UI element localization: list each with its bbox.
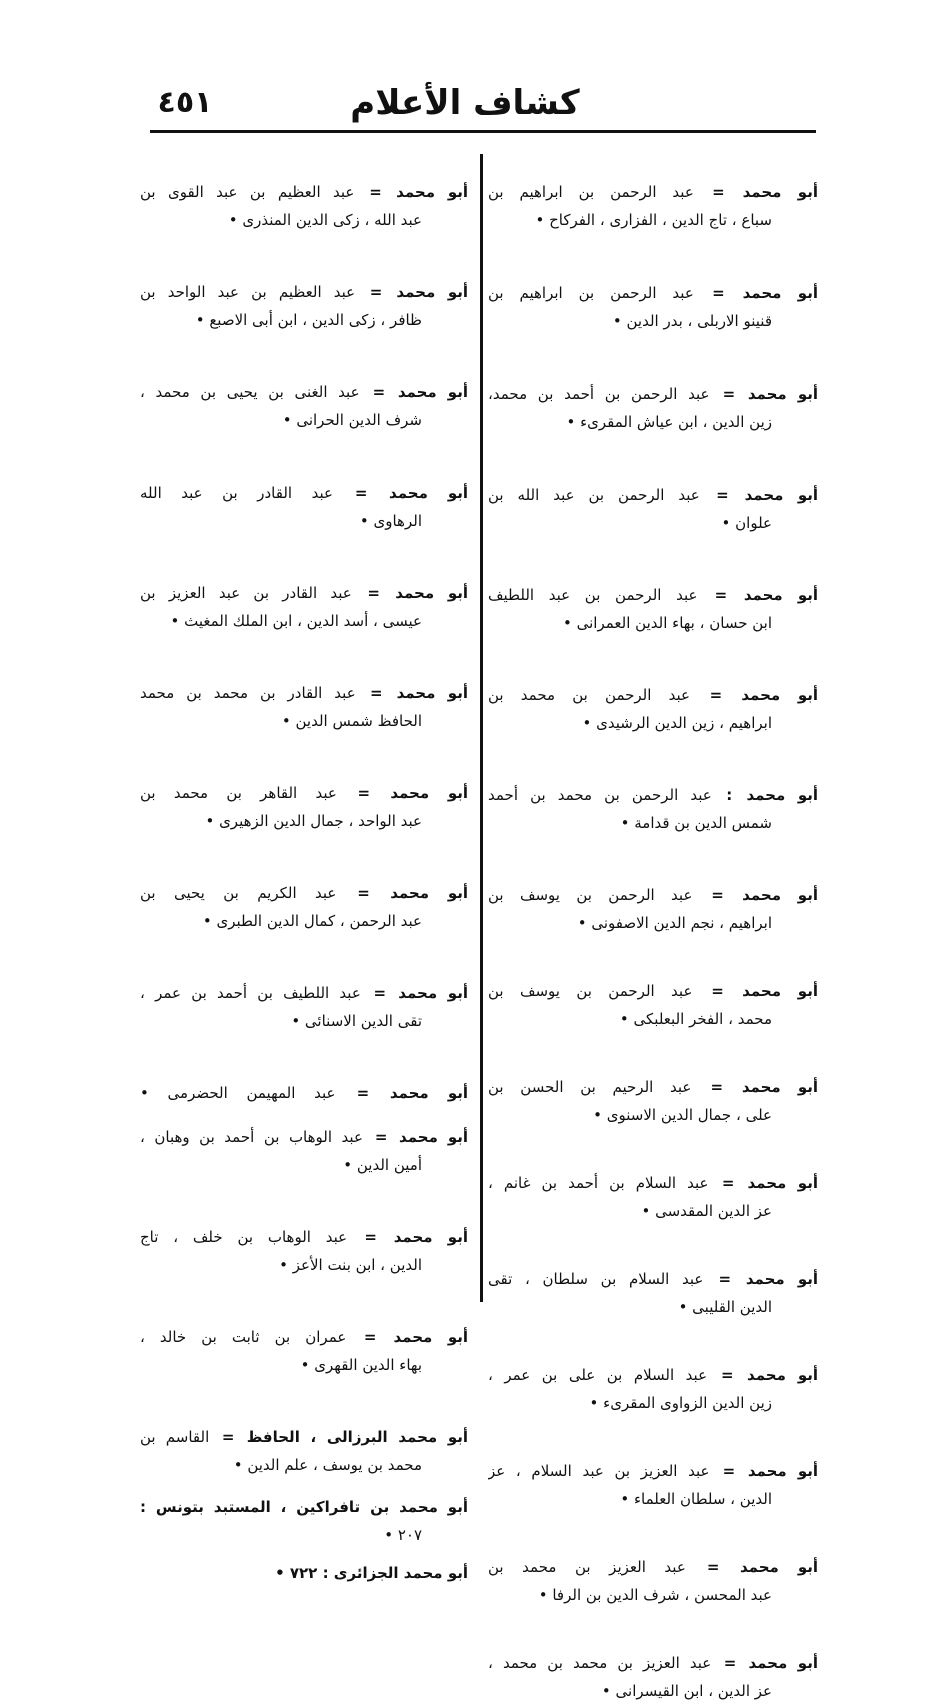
index-entry xyxy=(140,679,468,735)
entry-kunya: أبو محمد xyxy=(746,786,818,804)
entry-name: عبد الرحمن بن ابراهيم بن xyxy=(488,183,694,201)
entry-continuation: سباع ، تاج الدين ، الفزارى ، الفركاح • xyxy=(535,211,772,229)
entry-continuation: الرهاوى • xyxy=(359,512,422,530)
entry-separator: = xyxy=(348,1328,377,1346)
entry-name: القاسم بن xyxy=(140,1428,210,1446)
entry-name: عبد الوهاب بن خلف ، تاج xyxy=(140,1228,348,1246)
entry-separator: = xyxy=(357,684,383,702)
entry-heading-line xyxy=(488,781,818,809)
entry-heading-line xyxy=(140,1079,468,1107)
entry-name: عبد العظيم بن عبد القوى بن xyxy=(140,183,355,201)
entry-heading-line xyxy=(140,278,468,306)
entry-kunya: أبو محمد xyxy=(390,884,468,902)
index-entry xyxy=(488,581,818,637)
entry-continuation: محمد بن يوسف ، علم الدين • xyxy=(233,1456,422,1474)
index-entry xyxy=(140,378,468,434)
entry-heading-line xyxy=(488,380,818,408)
entry-kunya: أبو محمد xyxy=(393,1228,468,1246)
entry-kunya: أبو محمد xyxy=(742,183,818,201)
entry-heading-line xyxy=(140,779,468,807)
entry-kunya: أبو محمد الجزائرى : ٧٢٢ • xyxy=(275,1564,468,1582)
entry-separator: = xyxy=(713,1654,737,1672)
index-entry xyxy=(488,380,818,436)
entry-heading-line xyxy=(140,1493,468,1521)
entry-name: عبد العزيز بن عبد السلام ، عز xyxy=(488,1462,710,1480)
entry-kunya: أبو محمد xyxy=(741,686,818,704)
index-entry xyxy=(140,1493,468,1549)
entry-separator: = xyxy=(687,1558,720,1576)
entry-kunya: أبو محمد xyxy=(396,183,468,201)
entry-heading-line xyxy=(488,1169,818,1197)
entry-name: عمران بن ثابت بن خالد ، xyxy=(140,1328,347,1346)
entry-kunya: أبو محمد البرزالى ، الحافظ xyxy=(246,1428,468,1446)
entry-kunya: أبو محمد xyxy=(399,1128,468,1146)
entry-kunya: أبو محمد xyxy=(389,484,468,502)
entry-heading-line xyxy=(140,1123,468,1151)
index-entry xyxy=(140,779,468,835)
entry-heading-line xyxy=(488,681,818,709)
entry-kunya: أبو محمد xyxy=(748,1654,818,1672)
index-entry xyxy=(488,681,818,737)
index-entry xyxy=(488,279,818,335)
entry-kunya: أبو محمد xyxy=(742,886,818,904)
entry-kunya: أبو محمد xyxy=(743,586,818,604)
index-entry xyxy=(140,1123,468,1179)
entry-name: عبد القاهر بن محمد بن xyxy=(140,784,337,802)
entry-name: عبد الكريم بن يحيى بن xyxy=(140,884,337,902)
entry-continuation: قنينو الاربلى ، بدر الدين • xyxy=(612,312,772,330)
entry-kunya: أبو محمد xyxy=(747,385,818,403)
entry-separator: = xyxy=(709,1366,734,1384)
column-divider xyxy=(480,154,483,1302)
entry-separator: = xyxy=(694,982,724,1000)
index-entry xyxy=(140,479,468,535)
entry-name: عبد القادر بن عبد الله xyxy=(140,484,333,502)
entry-name: عبد الوهاب بن أحمد بن وهبان ، xyxy=(140,1128,363,1146)
entry-separator: = xyxy=(705,1270,732,1288)
header-divider xyxy=(150,130,816,133)
index-entry xyxy=(140,979,468,1035)
entry-kunya: أبو محمد xyxy=(741,1078,818,1096)
entry-name: عبد السلام بن سلطان ، تقى xyxy=(488,1270,704,1288)
entry-name: عبد القادر بن محمد بن محمد xyxy=(140,684,356,702)
index-entry xyxy=(488,881,818,937)
page-number: ٤٥١ xyxy=(157,85,213,120)
entry-name: عبد الرحمن بن ابراهيم بن xyxy=(488,284,694,302)
index-entry xyxy=(140,879,468,935)
entry-continuation: الحافظ شمس الدين • xyxy=(281,712,422,730)
entry-name: عبد الرحمن بن عبد اللطيف xyxy=(488,586,698,604)
index-entry xyxy=(140,278,468,334)
entry-kunya: أبو محمد xyxy=(390,784,468,802)
entry-name: عبد الرحمن بن يوسف بن xyxy=(488,982,693,1000)
index-entry xyxy=(140,178,468,234)
index-entry xyxy=(488,1649,818,1705)
entry-heading-line xyxy=(488,178,818,206)
entry-name: عبد الرحيم بن الحسن بن xyxy=(488,1078,692,1096)
entry-name: عبد الرحمن بن محمد بن xyxy=(488,686,690,704)
entry-separator: = xyxy=(356,183,382,201)
entry-heading-line xyxy=(140,378,468,406)
entry-heading-line xyxy=(488,1073,818,1101)
entry-continuation: عيسى ، أسد الدين ، ابن الملك المغيث • xyxy=(170,612,422,630)
entry-separator: = xyxy=(699,586,728,604)
index-entry xyxy=(488,781,818,837)
entry-heading-line xyxy=(488,581,818,609)
entry-continuation: زين الدين ، ابن عياش المقرىء • xyxy=(566,413,772,431)
index-entry xyxy=(488,977,818,1033)
entry-continuation: ابن حسان ، بهاء الدين العمرانى • xyxy=(563,614,772,632)
entry-separator: = xyxy=(691,686,723,704)
entry-heading-line xyxy=(140,879,468,907)
entry-kunya: أبو محمد xyxy=(393,1328,468,1346)
entry-kunya: أبو محمد xyxy=(396,684,468,702)
entry-separator: = xyxy=(353,584,381,602)
entry-kunya: أبو محمد xyxy=(747,1174,818,1192)
entry-continuation: ابراهيم ، نجم الدين الاصفونى • xyxy=(577,914,772,932)
index-entry xyxy=(488,481,818,537)
entry-kunya: أبو محمد xyxy=(745,1270,818,1288)
entry-continuation: محمد ، الفخر البعلبكى • xyxy=(619,1010,772,1028)
entry-heading-line xyxy=(488,1265,818,1293)
entry-name: عبد العظيم بن عبد الواحد بن xyxy=(140,283,356,301)
entry-continuation: عبد المحسن ، شرف الدين بن الرفا • xyxy=(538,1586,772,1604)
index-entry xyxy=(140,1559,468,1587)
index-entry xyxy=(488,1265,818,1321)
index-entry xyxy=(140,1079,468,1107)
entry-heading-line xyxy=(488,881,818,909)
index-entry xyxy=(488,1553,818,1609)
entry-continuation: تقى الدين الاسنائى • xyxy=(291,1012,422,1030)
entry-heading-line xyxy=(488,977,818,1005)
entry-name: عبد اللطيف بن أحمد بن عمر ، xyxy=(140,984,361,1002)
entry-separator: = xyxy=(211,1428,235,1446)
entry-separator: = xyxy=(349,1228,377,1246)
entry-kunya: أبو محمد بن تافراكين ، المستبد بتونس : xyxy=(140,1498,468,1516)
entry-heading-line xyxy=(140,1423,468,1451)
entry-separator: = xyxy=(695,284,725,302)
entry-heading-line xyxy=(488,1361,818,1389)
entry-kunya: أبو محمد xyxy=(739,1558,818,1576)
entry-kunya: أبو محمد xyxy=(747,1366,818,1384)
index-column-left xyxy=(140,178,468,1587)
entry-kunya: أبو محمد xyxy=(742,982,818,1000)
entry-separator: = xyxy=(357,283,383,301)
entry-kunya: أبو محمد xyxy=(389,1084,468,1102)
entry-separator: = xyxy=(334,484,368,502)
index-entry xyxy=(140,1423,468,1479)
entry-separator: : xyxy=(713,786,733,804)
entry-separator: = xyxy=(337,1084,370,1102)
entry-separator: = xyxy=(361,383,386,401)
entry-continuation: عز الدين ، ابن القيسرانى • xyxy=(601,1682,772,1700)
entry-heading-line xyxy=(140,479,468,507)
entry-heading-line xyxy=(488,1457,818,1485)
entry-continuation: ظافر ، زكى الدين ، ابن أبى الاصبع • xyxy=(195,311,422,329)
entry-continuation: علوان • xyxy=(721,514,772,532)
entry-continuation: عبد الله ، زكى الدين المنذرى • xyxy=(228,211,422,229)
entry-continuation: الدين ، سلطان العلماء • xyxy=(620,1490,772,1508)
entry-name: عبد الرحمن بن عبد الله بن xyxy=(488,486,700,504)
entry-heading-line xyxy=(488,279,818,307)
entry-name: عبد العزيز بن محمد بن محمد ، xyxy=(488,1654,712,1672)
entry-continuation: على ، جمال الدين الاسنوى • xyxy=(593,1106,772,1124)
entry-continuation: بهاء الدين القهرى • xyxy=(300,1356,422,1374)
index-entry xyxy=(140,1223,468,1279)
entry-heading-line xyxy=(140,1323,468,1351)
index-entry xyxy=(488,178,818,234)
entry-heading-line xyxy=(140,178,468,206)
entry-continuation: عبد الرحمن ، كمال الدين الطبرى • xyxy=(202,912,422,930)
entry-separator: = xyxy=(338,784,371,802)
entry-heading-line xyxy=(140,579,468,607)
entry-continuation: الدين ، ابن بنت الأعز • xyxy=(279,1256,422,1274)
entry-separator: = xyxy=(364,1128,388,1146)
index-entry xyxy=(488,1457,818,1513)
entry-continuation: أمين الدين • xyxy=(343,1156,422,1174)
index-column-right xyxy=(488,178,818,1705)
entry-kunya: أبو محمد xyxy=(744,486,818,504)
entry-continuation: زين الدين الزواوى المقرىء • xyxy=(589,1394,772,1412)
entry-kunya: أبو محمد xyxy=(396,283,468,301)
index-entry xyxy=(140,579,468,635)
entry-continuation: ٢٠٧ • xyxy=(384,1526,422,1544)
entry-heading-line xyxy=(488,481,818,509)
entry-separator: = xyxy=(710,1174,735,1192)
entry-name: عبد القادر بن عبد العزيز بن xyxy=(140,584,352,602)
entry-separator: = xyxy=(711,1462,736,1480)
entry-heading-line xyxy=(140,979,468,1007)
entry-name: عبد الرحمن بن محمد بن أحمد xyxy=(488,786,712,804)
entry-kunya: أبو محمد xyxy=(397,383,468,401)
entry-name: عبد الرحمن بن أحمد بن محمد، xyxy=(488,385,710,403)
entry-continuation: الدين القليبى • xyxy=(678,1298,772,1316)
entry-heading-line xyxy=(488,1649,818,1677)
entry-kunya: أبو محمد xyxy=(398,984,468,1002)
entry-continuation: شرف الدين الحرانى • xyxy=(282,411,422,429)
entry-separator: = xyxy=(694,886,724,904)
entry-name: عبد العزيز بن محمد بن xyxy=(488,1558,686,1576)
entry-heading-line xyxy=(140,679,468,707)
entry-heading-line xyxy=(488,1553,818,1581)
entry-separator: = xyxy=(701,486,729,504)
entry-continuation: ابراهيم ، زين الدين الرشيدى • xyxy=(582,714,772,732)
index-entry xyxy=(488,1361,818,1417)
entry-kunya: أبو محمد xyxy=(742,284,818,302)
page-title: كشاف الأعلام xyxy=(350,83,580,123)
entry-continuation: شمس الدين بن قدامة • xyxy=(620,814,772,832)
entry-separator: = xyxy=(362,984,387,1002)
entry-name: عبد الرحمن بن يوسف بن xyxy=(488,886,693,904)
index-entry xyxy=(488,1169,818,1225)
entry-separator: = xyxy=(338,884,370,902)
entry-separator: = xyxy=(695,183,725,201)
entry-kunya: أبو محمد xyxy=(747,1462,818,1480)
entry-continuation: عز الدين المقدسى • xyxy=(641,1202,772,1220)
entry-name: عبد الغنى بن يحيى بن محمد ، xyxy=(140,383,360,401)
entry-separator: = xyxy=(711,385,736,403)
entry-separator: = xyxy=(693,1078,724,1096)
entry-kunya: أبو محمد xyxy=(395,584,468,602)
entry-continuation: عبد الواحد ، جمال الدين الزهيرى • xyxy=(205,812,422,830)
entry-name: عبد السلام بن أحمد بن غانم ، xyxy=(488,1174,709,1192)
entry-heading-line xyxy=(140,1223,468,1251)
index-entry xyxy=(488,1073,818,1129)
entry-name: عبد المهيمن الحضرمى • xyxy=(140,1084,336,1102)
index-entry xyxy=(140,1323,468,1379)
entry-heading-line xyxy=(140,1559,468,1587)
entry-name: عبد السلام بن على بن عمر ، xyxy=(488,1366,708,1384)
